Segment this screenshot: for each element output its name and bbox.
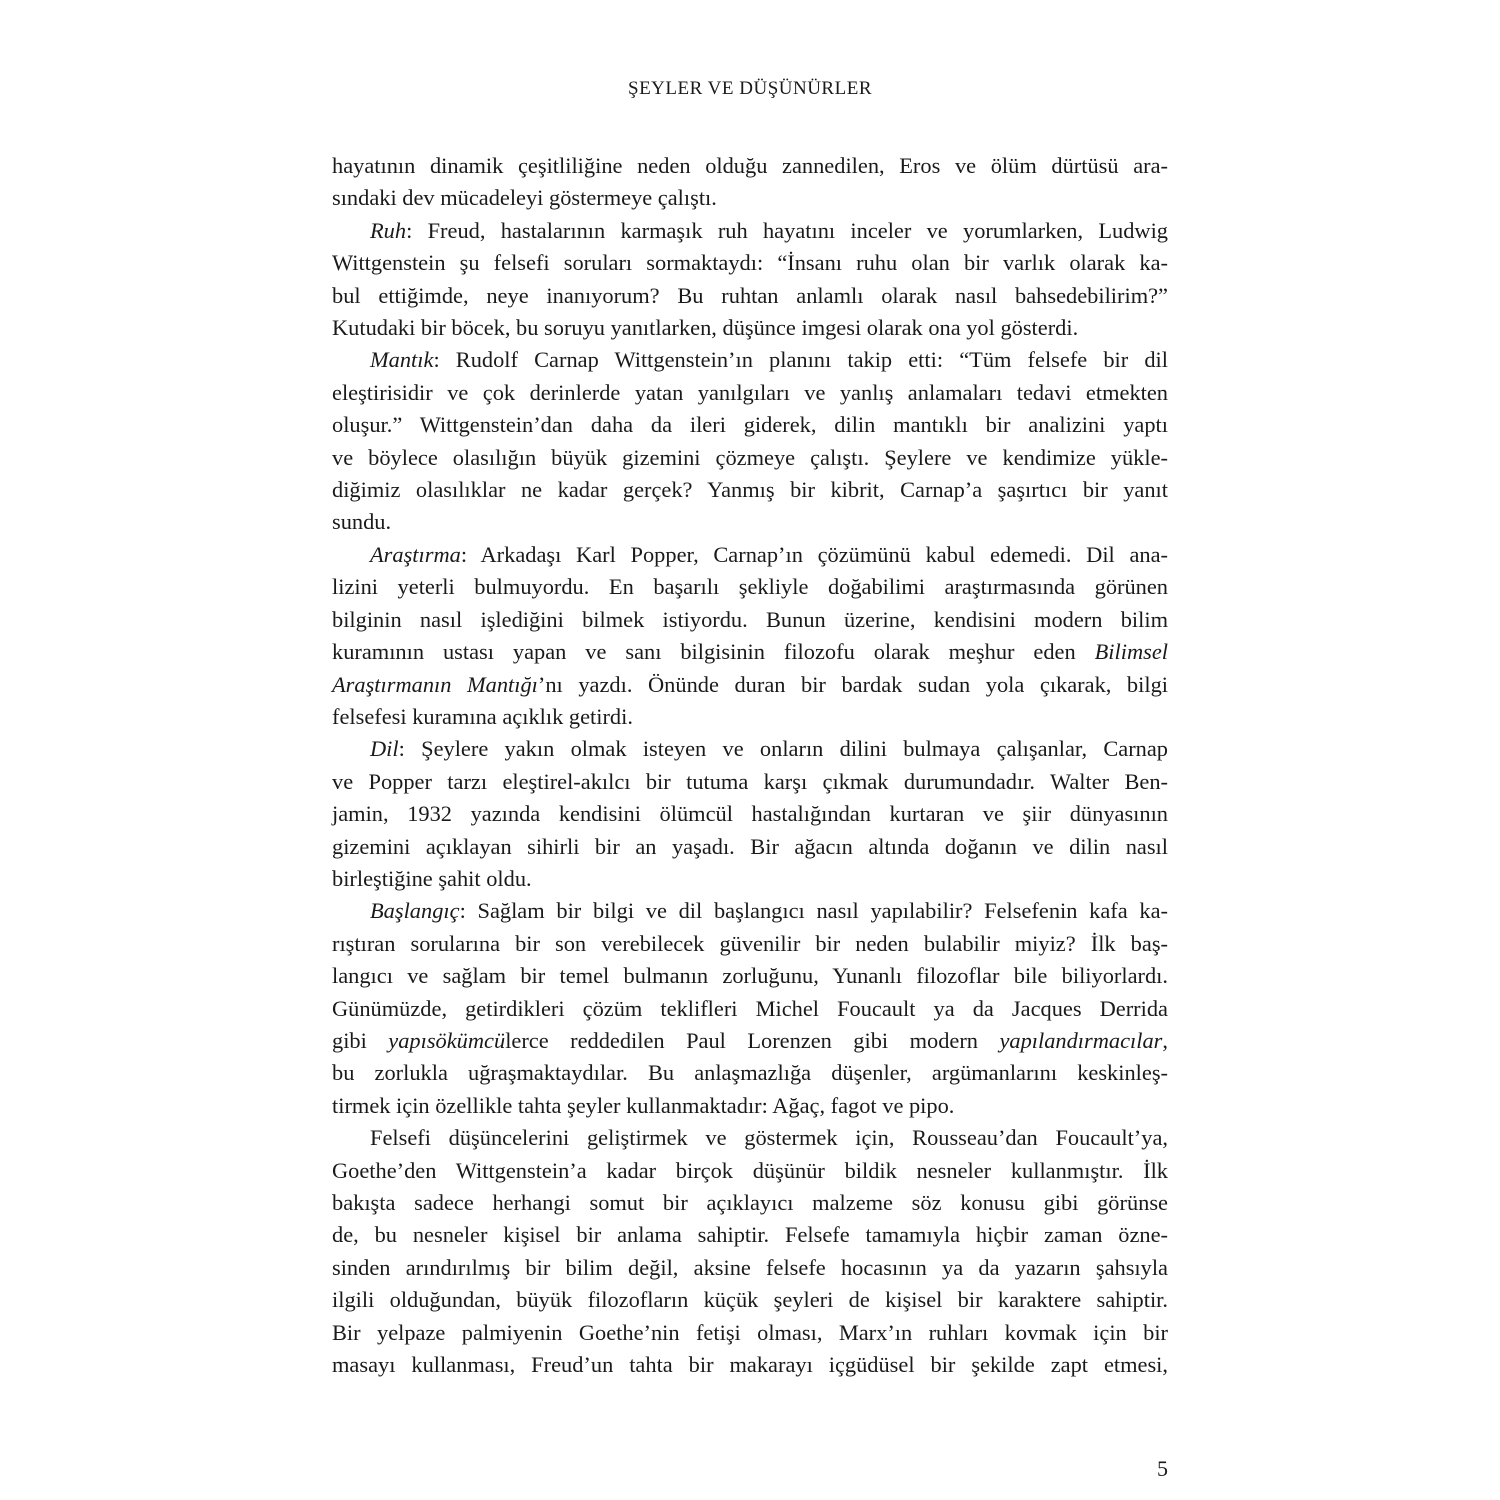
text-line: rıştıran sorularına bir son verebilecek güvenilir bir neden bulabilir miyiz? İlk baş-: [332, 930, 1168, 956]
text-line: langıcı ve sağlam bir temel bulmanın zorluğunu, Yunanlı filozoflar bile biliyorlardı.: [332, 963, 1168, 989]
text-line: sındaki dev mücadeleyi göstermeye çalıştı.: [332, 185, 717, 211]
text-line: ve Popper tarzı eleştirel-akılcı bir tutuma karşı çıkmak durumundadır. Walter Ben-: [332, 768, 1168, 794]
text-line: diğimiz olasılıklar ne kadar gerçek? Yanmış bir kibrit, Carnap’a şaşırtıcı bir yanıt: [332, 477, 1168, 503]
term-yapisokumcu: yapısökümcü: [388, 1027, 506, 1053]
body-text: [332, 150, 1168, 1381]
term-ruh: Ruh: [370, 217, 407, 243]
text-line: birleştiğine şahit oldu.: [332, 865, 532, 891]
text-line: Dil: Şeylere yakın olmak isteyen ve onların dilini bulmaya çalışanlar, Carnap: [370, 736, 1168, 762]
page-number: 5: [1157, 1456, 1168, 1481]
text-line: Wittgenstein şu felsefi soruları sormaktaydı: “İnsanı ruhu olan bir varlık olarak ka-: [332, 250, 1168, 276]
paragraph: [332, 733, 1168, 895]
text-line: gibi yapısökümcülerce reddedilen Paul Lorenzen gibi modern yapılandırmacılar,: [332, 1027, 1168, 1053]
text-line: sundu.: [332, 509, 392, 535]
paragraph: [332, 539, 1168, 733]
text-line: bakışta sadece herhangi somut bir açıklayıcı malzeme söz konusu gibi görünse: [332, 1190, 1168, 1215]
text-line: ilgili olduğundan, büyük filozofların küçük şeyleri de kişisel bir karaktere sahiptir.: [332, 1287, 1168, 1313]
running-header: ŞEYLER VE DÜŞÜNÜRLER: [628, 78, 872, 99]
text-line: Bir yelpaze palmiyenin Goethe’nin fetişi olması, Marx’ın ruhları kovmak için bir: [332, 1319, 1168, 1345]
text-line: Goethe’den Wittgenstein’a kadar birçok düşünür bildik nesneler kullanmıştır. İlk: [332, 1157, 1168, 1183]
text-line: Günümüzde, getirdikleri çözüm teklifleri Michel Foucault ya da Jacques Derrida: [332, 995, 1168, 1021]
term-baslangic: Başlangıç: [370, 898, 460, 924]
term-yapilandirmacilar: yapılandırmacılar: [999, 1027, 1163, 1053]
book-title-part: Araştırmanın Mantığı: [332, 671, 538, 697]
text-line: bu zorlukla uğraşmaktaydılar. Bu anlaşmazlığa düşenler, argümanlarını keskinleş-: [332, 1060, 1168, 1086]
text-line: bul ettiğimde, neye inanıyorum? Bu ruhtan anlamlı olarak nasıl bahsedebilirim?”: [332, 282, 1168, 308]
text-line: gizemini açıklayan sihirli bir an yaşadı. Bir ağacın altında doğanın ve dilin nasıl: [332, 833, 1168, 859]
text-line: ve böylece olasılığın büyük gizemini çözmeye çalıştı. Şeylere ve kendimize yükle-: [332, 444, 1168, 470]
paragraph: [332, 215, 1168, 345]
term-mantik: Mantık: [370, 347, 434, 373]
text-line: hayatının dinamik çeşitliliğine neden olduğu zannedilen, Eros ve ölüm dürtüsü ara-: [332, 153, 1168, 178]
text-line: oluşur.” Wittgenstein’dan daha da ileri giderek, dilin mantıklı bir analizini yaptı: [332, 412, 1168, 438]
text-line: Mantık: Rudolf Carnap Wittgenstein’ın planını takip etti: “Tüm felsefe bir dil: [370, 347, 1168, 373]
text-line: Araştırmanın Mantığı’nı yazdı. Önünde duran bir bardak sudan yola çıkarak, bilgi: [332, 671, 1168, 697]
paragraph: [332, 344, 1168, 538]
text-line: sinden arındırılmış bir bilim değil, aksine felsefe hocasının ya da yazarın şahsıyla: [332, 1254, 1168, 1280]
text-line: Kutudaki bir böcek, bu soruyu yanıtlarken, düşünce imgesi olarak ona yol gösterdi.: [332, 315, 1079, 341]
text-line: jamin, 1932 yazında kendisini ölümcül hastalığından kurtaran ve şiir dünyasının: [332, 801, 1168, 827]
text-line: Ruh: Freud, hastalarının karmaşık ruh hayatını inceler ve yorumlarken, Ludwig: [370, 217, 1168, 243]
text-line: masayı kullanması, Freud’un tahta bir makarayı içgüdüsel bir şekilde zapt etmesi,: [332, 1352, 1168, 1378]
term-dil: Dil: [370, 736, 399, 762]
paragraph: [332, 895, 1168, 1122]
text-line: lizini yeterli bulmuyordu. En başarılı şekliyle doğabilimi araştırmasında görünen: [332, 574, 1168, 600]
text-line: de, bu nesneler kişisel bir anlama sahiptir. Felsefe tamamıyla hiçbir zaman özne-: [332, 1222, 1168, 1248]
paragraph: [332, 1122, 1168, 1381]
text-line: Araştırma: Arkadaşı Karl Popper, Carnap’ın çözümünü kabul edemedi. Dil ana-: [370, 541, 1168, 567]
term-arastirma: Araştırma: [370, 541, 461, 567]
text-line: Felsefi düşüncelerini geliştirmek ve göstermek için, Rousseau’dan Foucault’ya,: [370, 1125, 1168, 1151]
text-line: eleştirisidir ve çok derinlerde yatan yanılgıları ve yanlış anlamaları tedavi etmekten: [332, 379, 1168, 405]
paragraph: [332, 150, 1168, 215]
text-line: felsefesi kuramına açıklık getirdi.: [332, 703, 633, 729]
text-line: tirmek için özellikle tahta şeyler kullanmaktadır: Ağaç, fagot ve pipo.: [332, 1092, 955, 1118]
text-line: bilginin nasıl işlediğini bilmek istiyordu. Bunun üzerine, kendisini modern bilim: [332, 606, 1168, 632]
book-title-part: Bilimsel: [1094, 639, 1168, 665]
text-line: Başlangıç: Sağlam bir bilgi ve dil başlangıcı nasıl yapılabilir? Felsefenin kafa ka-: [370, 898, 1168, 924]
text-line: kuramının ustası yapan ve sanı bilgisinin filozofu olarak meşhur eden Bilimsel: [332, 639, 1168, 665]
